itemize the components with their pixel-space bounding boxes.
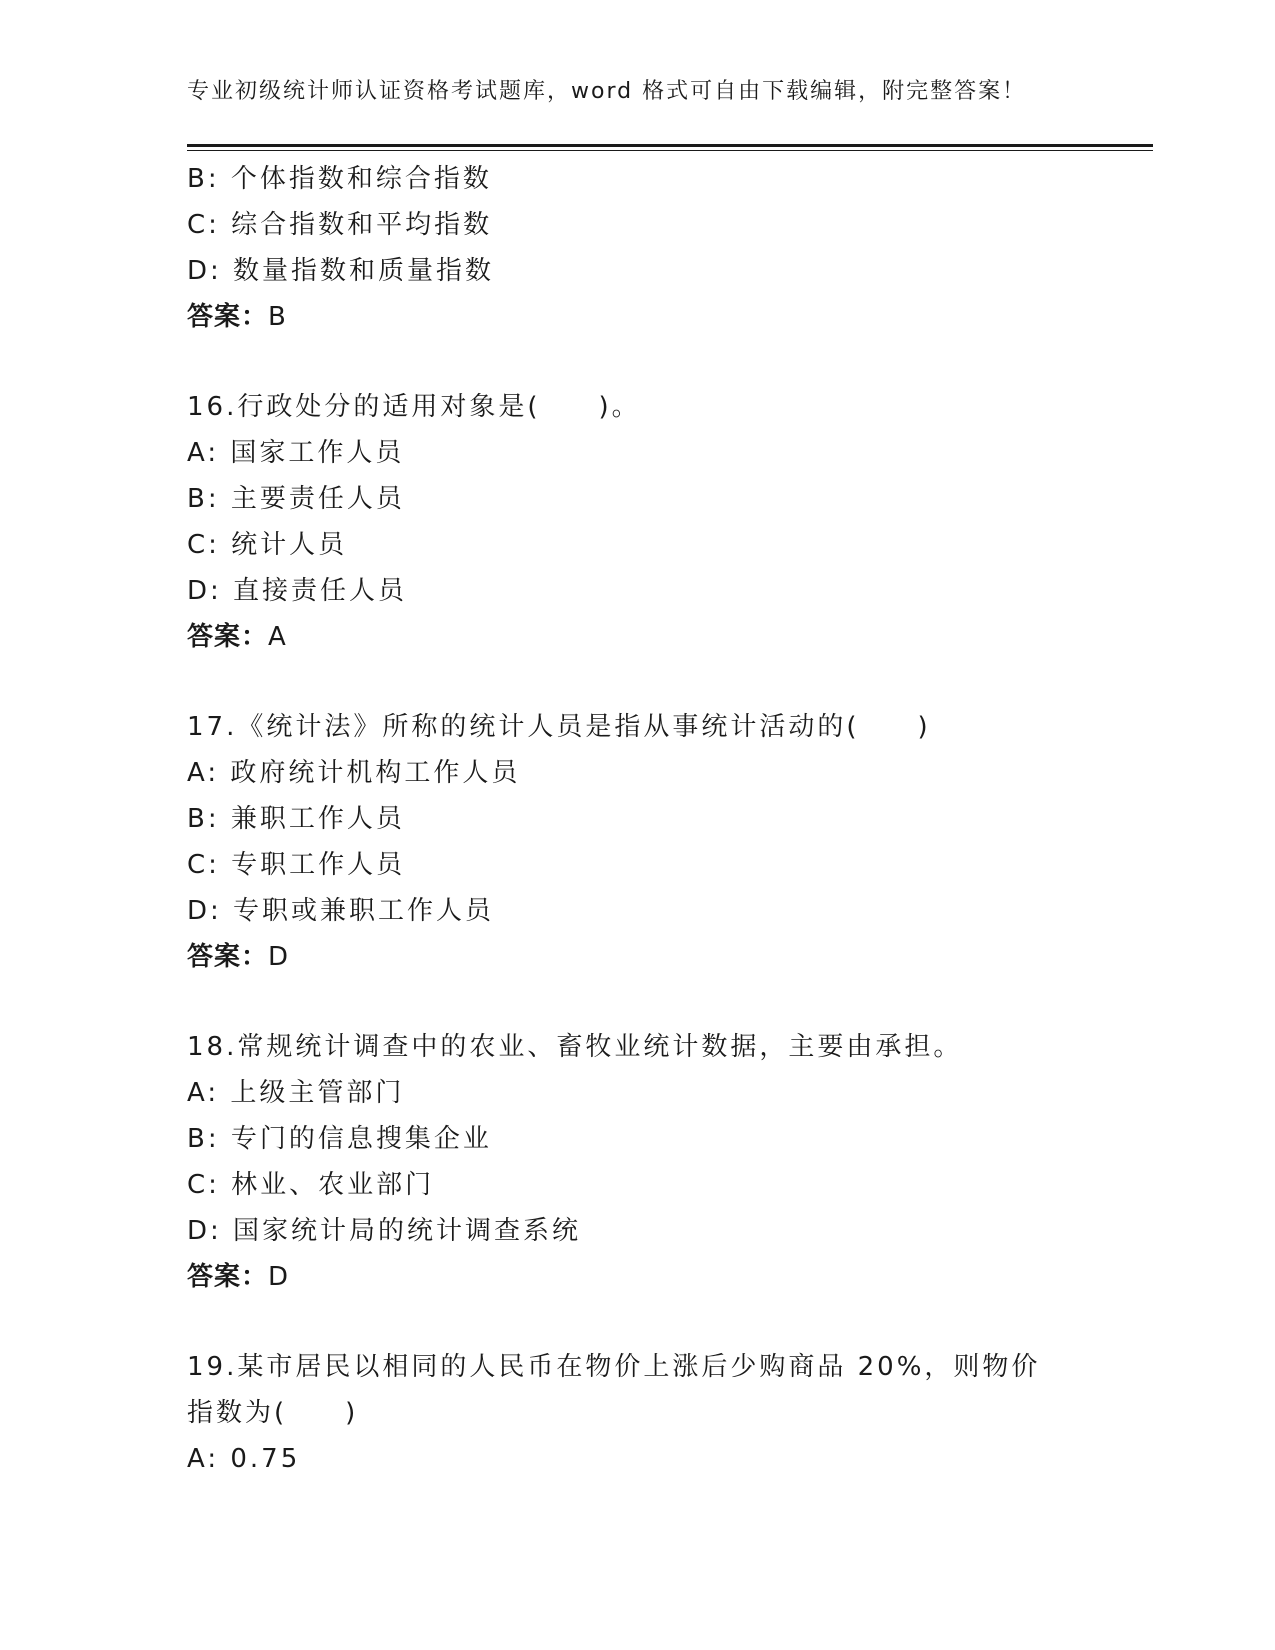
question-text: 16.行政处分的适用对象是( )。 bbox=[187, 392, 641, 422]
answer-value: D bbox=[268, 1262, 290, 1292]
question-18 bbox=[187, 1024, 1107, 1300]
option-b: B: 专门的信息搜集企业 bbox=[187, 1124, 492, 1154]
question-16 bbox=[187, 384, 1107, 660]
option-d: D: 专职或兼职工作人员 bbox=[187, 896, 495, 926]
header-divider-thin bbox=[187, 150, 1153, 151]
question-17 bbox=[187, 704, 1107, 980]
question-text: 19.某市居民以相同的人民币在物价上涨后少购商品 20%，则物价指数为( ) bbox=[187, 1352, 1041, 1428]
answer bbox=[187, 614, 1107, 660]
answer-label: 答案： bbox=[187, 622, 269, 652]
question-text: 17.《统计法》所称的统计人员是指从事统计活动的( ) bbox=[187, 712, 931, 742]
option-a: A: 0.75 bbox=[187, 1444, 301, 1474]
option-b: B: 兼职工作人员 bbox=[187, 804, 405, 834]
question-15-continuation bbox=[187, 156, 1107, 340]
option-c: C: 统计人员 bbox=[187, 530, 348, 560]
question-19 bbox=[187, 1344, 1107, 1482]
document-body bbox=[187, 156, 1107, 1482]
option-b: B: 个体指数和综合指数 bbox=[187, 164, 492, 194]
option-c: C: 林业、农业部门 bbox=[187, 1170, 435, 1200]
answer-label: 答案： bbox=[187, 302, 269, 332]
answer-label: 答案： bbox=[187, 942, 269, 972]
page-header: 专业初级统计师认证资格考试题库，word 格式可自由下载编辑，附完整答案！ bbox=[187, 79, 1027, 104]
option-a: A: 上级主管部门 bbox=[187, 1078, 405, 1108]
answer-value: D bbox=[268, 942, 290, 972]
option-d: D: 国家统计局的统计调查系统 bbox=[187, 1216, 582, 1246]
question-text: 18.常规统计调查中的农业、畜牧业统计数据，主要由承担。 bbox=[187, 1032, 963, 1062]
answer bbox=[187, 934, 1107, 980]
option-a: A: 政府统计机构工作人员 bbox=[187, 758, 521, 788]
answer bbox=[187, 294, 1107, 340]
header-divider-thick bbox=[187, 144, 1153, 147]
answer bbox=[187, 1254, 1107, 1300]
option-c: C: 综合指数和平均指数 bbox=[187, 210, 493, 240]
answer-label: 答案： bbox=[187, 1262, 269, 1292]
option-c: C: 专职工作人员 bbox=[187, 850, 406, 880]
option-b: B: 主要责任人员 bbox=[187, 484, 405, 514]
answer-value: B bbox=[268, 302, 287, 332]
option-d: D: 数量指数和质量指数 bbox=[187, 256, 495, 286]
option-a: A: 国家工作人员 bbox=[187, 438, 405, 468]
option-d: D: 直接责任人员 bbox=[187, 576, 408, 606]
answer-value: A bbox=[268, 622, 287, 652]
